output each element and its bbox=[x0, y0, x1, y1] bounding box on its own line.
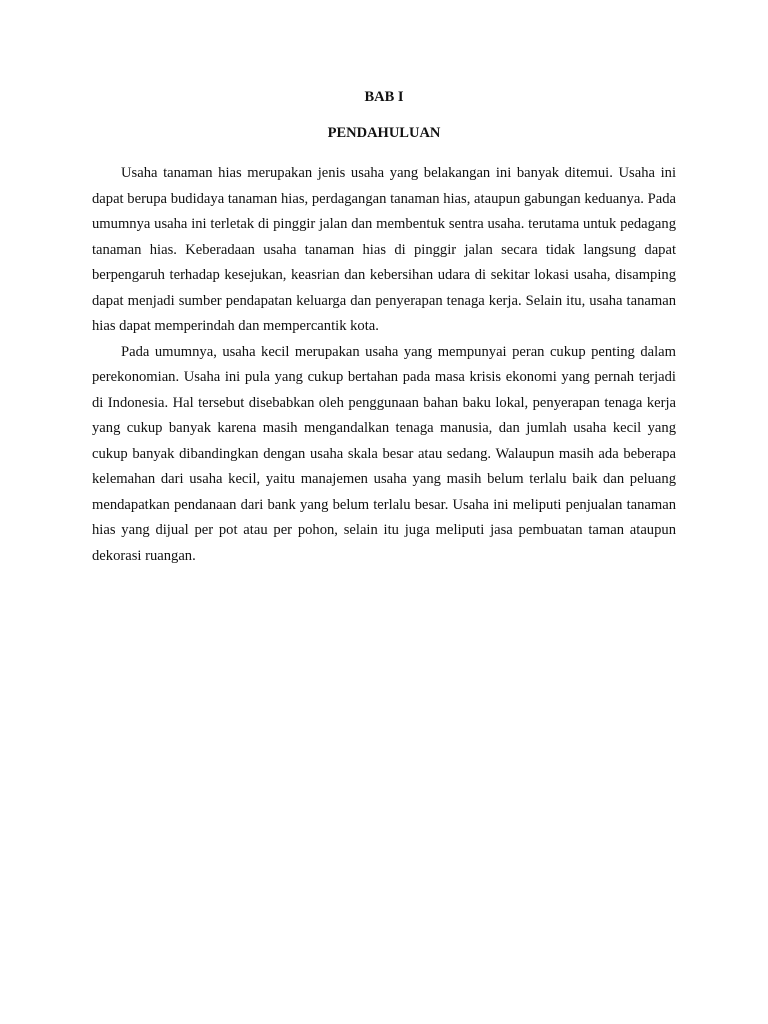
chapter-label: BAB I bbox=[364, 89, 404, 105]
paragraph-1: Usaha tanaman hias merupakan jenis usaha yang belakangan ini banyak ditemui. Usaha ini dapat berupa budidaya tanaman hias, perdagangan tanaman hias, ataupun gabungan keduanya. Pada umumnya usaha ini terletak di pinggir jalan dan membentuk sentra usaha. terutama untuk pedagang tanaman hias. Keberadaan usaha tanaman hias di pinggir jalan secara tidak langsung dapat berpengaruh terhadap kesejukan, keasrian dan kebersihan udara di sekitar lokasi usaha, disamping dapat menjadi sumber pendapatan keluarga dan penyerapan tenaga kerja. Selain itu, usaha tanaman hias dapat memperindah dan mempercantik kota. bbox=[92, 165, 676, 334]
paragraph-2: Pada umumnya, usaha kecil merupakan usaha yang mempunyai peran cukup penting dalam perekonomian. Usaha ini pula yang cukup bertahan pada masa krisis ekonomi yang pernah terjadi di Indonesia. Hal tersebut disebabkan oleh penggunaan bahan baku lokal, penyerapan tenaga kerja yang cukup banyak karena masih mengandalkan tenaga manusia, dan jumlah usaha kecil yang cukup banyak dibandingkan dengan usaha skala besar atau sedang. Walaupun masih ada beberapa kelemahan dari usaha kecil, yaitu manajemen usaha yang masih belum terlalu baik dan peluang mendapatkan pendanaan dari bank yang belum terlalu besar. Usaha ini meliputi penjualan tanaman hias yang dijual per pot atau per pohon, selain itu juga meliputi jasa pembuatan taman ataupun dekorasi ruangan. bbox=[92, 343, 676, 564]
chapter-title: PENDAHULUAN bbox=[327, 125, 441, 141]
body-text bbox=[92, 161, 676, 569]
